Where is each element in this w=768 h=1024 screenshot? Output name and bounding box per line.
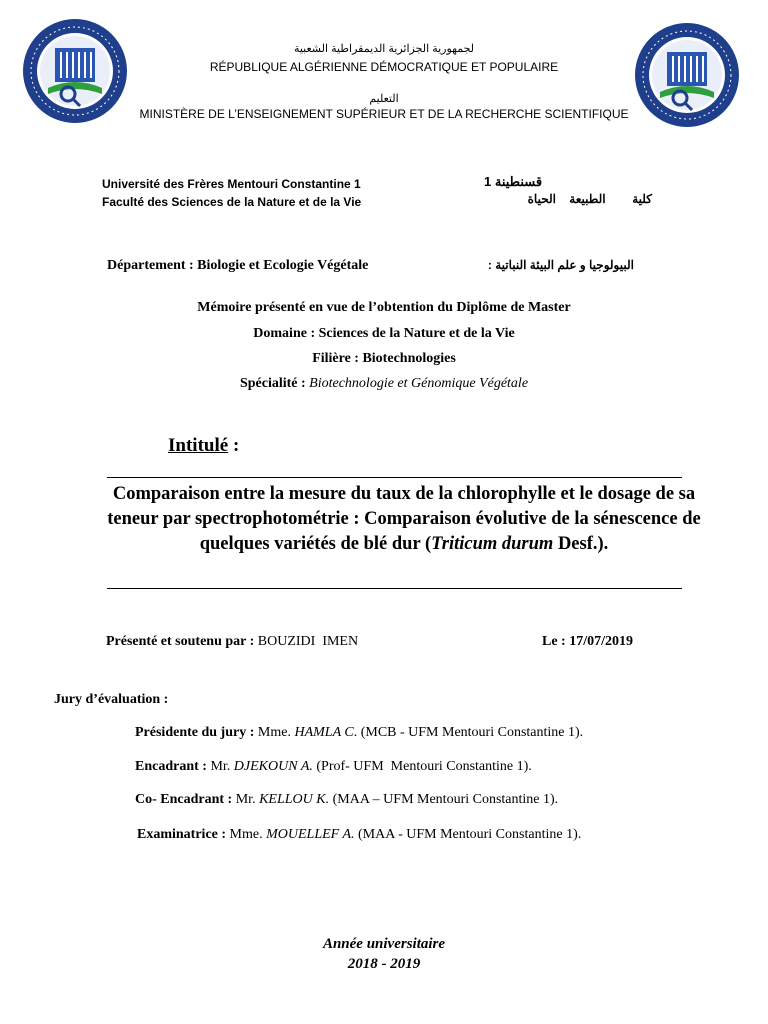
specialite-line xyxy=(100,376,668,392)
presented-label: Présenté et soutenu par : xyxy=(106,634,255,649)
jury-member xyxy=(135,725,583,741)
jury-prefix: Mme. xyxy=(257,725,291,740)
title-bottom-rule xyxy=(107,588,682,589)
arabic-ministry: التعليم xyxy=(369,93,399,105)
jury-role: Encadrant : xyxy=(135,759,207,774)
university-logo-left xyxy=(22,18,128,124)
arabic-faculty: كلية الطبيعة الحياة xyxy=(527,192,652,206)
jury-prefix: Mr. xyxy=(235,792,256,807)
jury-member xyxy=(135,792,558,808)
jury-role: Examinatrice : xyxy=(137,827,227,842)
specialite-label: Spécialité : xyxy=(239,376,306,391)
jury-member xyxy=(135,759,532,775)
arabic-department: البيولوجيا و علم البيئة النباتية : xyxy=(487,258,634,272)
jury-name: DJEKOUN A. xyxy=(233,759,313,774)
arabic-republic: لجمهورية الجزائرية الديمقراطية الشعبية xyxy=(293,43,475,55)
jury-role: Co- Encadrant : xyxy=(135,792,233,807)
department: Département : Biologie et Ecologie Végétale xyxy=(107,258,369,273)
jury-name: HAMLA C xyxy=(294,725,354,740)
intitule-heading xyxy=(168,435,239,457)
filiere-line: Filière : Biotechnologies xyxy=(312,351,456,366)
jury-prefix: Mme. xyxy=(229,827,263,842)
jury-affiliation: . (MCB - UFM Mentouri Constantine 1). xyxy=(353,725,584,740)
republic-title: RÉPUBLIQUE ALGÉRIENNE DÉMOCRATIQUE ET POPULAIRE xyxy=(209,60,559,74)
jury-heading: Jury d’évaluation : xyxy=(54,692,169,707)
memoire-line: Mémoire présenté en vue de l’obtention du Diplôme de Master xyxy=(197,300,571,315)
jury-member xyxy=(137,827,581,843)
jury-prefix: Mr. xyxy=(210,759,231,774)
intitule-label: Intitulé xyxy=(168,435,229,456)
academic-year: 2018 - 2019 xyxy=(347,956,421,972)
university-name: Université des Frères Mentouri Constantine 1 xyxy=(102,177,361,191)
presented-line xyxy=(106,634,358,650)
presenter-name: BOUZIDI IMEN xyxy=(257,634,359,649)
faculty-name: Faculté des Sciences de la Nature et de la Vie xyxy=(102,195,362,209)
jury-affiliation: (Prof- UFM Mentouri Constantine 1). xyxy=(312,759,532,774)
jury-affiliation: (MAA – UFM Mentouri Constantine 1). xyxy=(329,792,559,807)
thesis-title-species: Triticum durum xyxy=(431,534,554,554)
jury-affiliation: (MAA - UFM Mentouri Constantine 1). xyxy=(354,827,582,842)
jury-name: KELLOU K. xyxy=(259,792,330,807)
thesis-title xyxy=(96,482,712,557)
title-top-rule xyxy=(107,477,682,478)
defense-date: Le : 17/07/2019 xyxy=(542,634,633,649)
arabic-university: قسنطينة 1 xyxy=(484,174,543,189)
specialite-value: Biotechnologie et Génomique Végétale xyxy=(309,376,529,391)
university-logo-right xyxy=(634,22,740,128)
academic-year-label: Année universitaire xyxy=(322,936,446,952)
jury-role: Présidente du jury : xyxy=(135,725,255,740)
domaine-line: Domaine : Sciences de la Nature et de la Vie xyxy=(253,326,515,341)
intitule-suffix: : xyxy=(228,435,240,456)
thesis-title-part1: Comparaison entre la mesure du taux de la chlorophylle et le dosage de sa teneur par spectrophotométrie : Comparaison évolutive de la sénescence de quelques variétés de blé dur ( xyxy=(107,484,701,554)
thesis-title-part2: Desf.). xyxy=(553,534,609,554)
ministry-title: MINISTÈRE DE L’ENSEIGNEMENT SUPÉRIEUR ET DE LA RECHERCHE SCIENTIFIQUE xyxy=(139,107,629,121)
jury-name: MOUELLEF A. xyxy=(266,827,355,842)
